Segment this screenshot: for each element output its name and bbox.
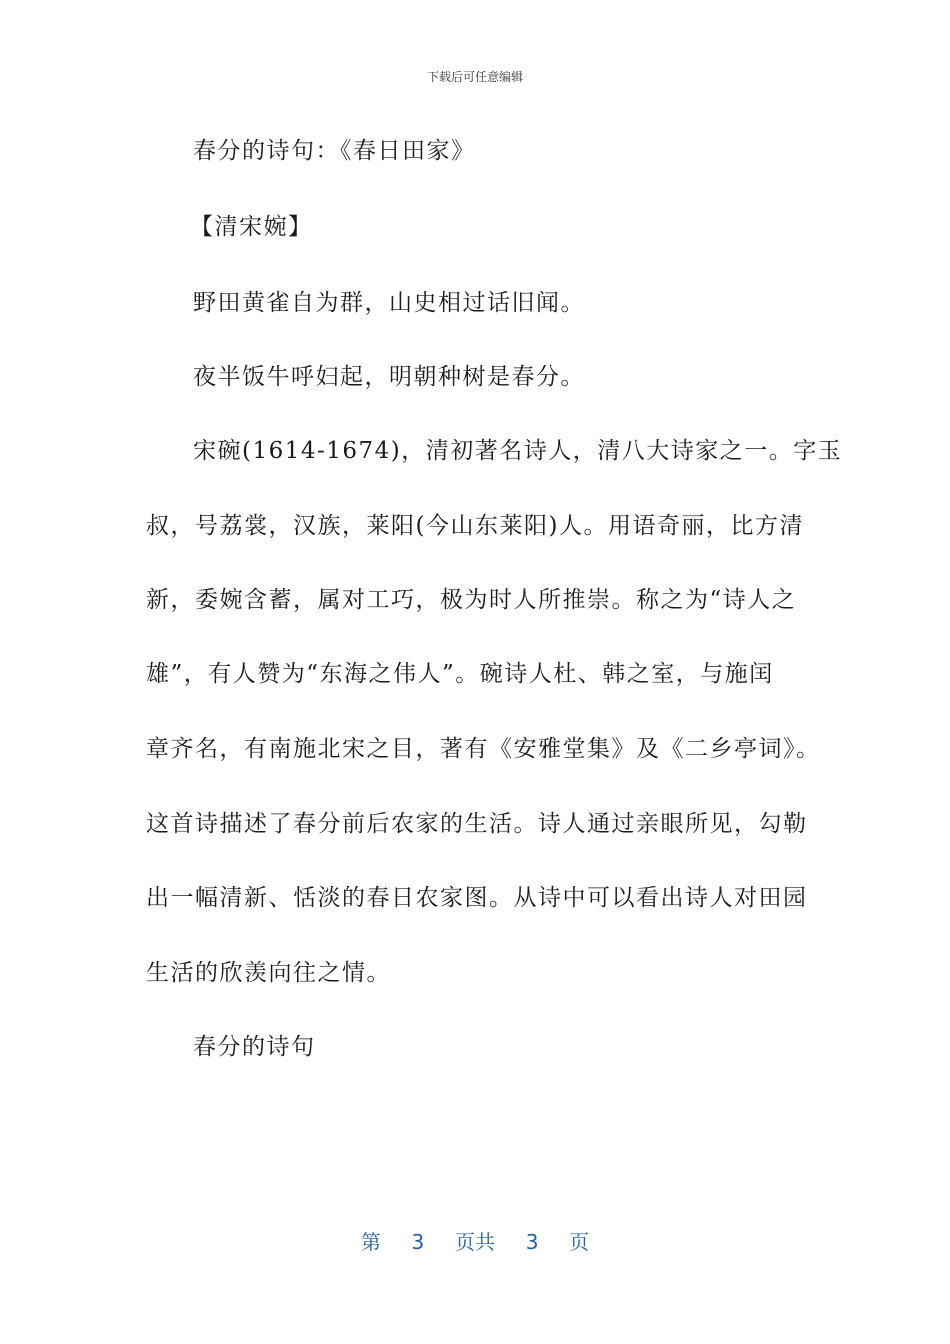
footer-prefix: 第 xyxy=(360,1230,381,1254)
bio-line-5: 章齐名，有南施北宋之目，著有《安雅堂集》及《二乡亭词》。 xyxy=(146,736,821,762)
commentary-line-1: 这首诗描述了春分前后农家的生活。诗人通过亲眼所见，勾勒 xyxy=(146,811,808,837)
header-note: 下载后可任意编辑 xyxy=(426,70,523,84)
footer-current-page: 3 xyxy=(411,1230,425,1254)
section-heading: 春分的诗句 xyxy=(193,1034,316,1060)
bio-line-2: 叔，号荔裳，汉族，莱阳(今山东莱阳)人。用语奇丽，比方清 xyxy=(146,513,804,539)
bio-line-1: 宋碗(1614-1674)，清初著名诗人，清八大诗家之一。字玉 xyxy=(193,438,843,464)
commentary-line-2: 出一幅清新、恬淡的春日农家图。从诗中可以看出诗人对田园 xyxy=(146,885,808,911)
poem-verse-1: 野田黄雀自为群，山史相过话旧闻。 xyxy=(193,290,585,316)
footer-suffix: 页 xyxy=(569,1230,590,1254)
footer-total-pages: 3 xyxy=(525,1230,539,1254)
author-line: 【清宋婉】 xyxy=(190,214,313,240)
poem-title-line: 春分的诗句：《春日田家》 xyxy=(193,138,476,164)
bio-line-3: 新，委婉含蓄，属对工巧，极为时人所推崇。称之为“诗人之 xyxy=(146,587,797,613)
footer-middle: 页共 xyxy=(455,1230,495,1254)
bio-line-4: 雄”，有人赞为“东海之伟人”。碗诗人杜、韩之室，与施闰 xyxy=(146,661,774,687)
page-footer xyxy=(0,1226,950,1255)
poem-verse-2: 夜半饭牛呼妇起，明朝种树是春分。 xyxy=(193,364,585,390)
commentary-line-3: 生活的欣羡向往之情。 xyxy=(146,960,391,986)
